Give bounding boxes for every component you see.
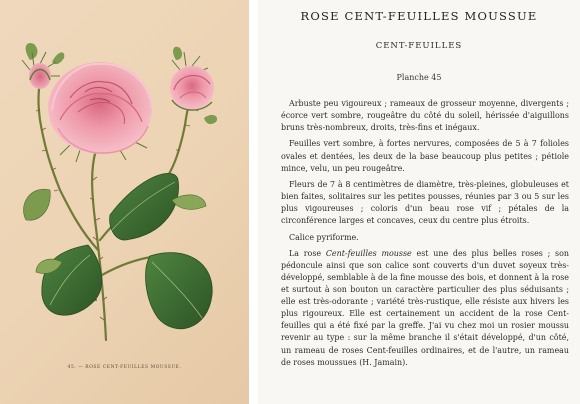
- plate-number: Planche 45: [396, 73, 442, 82]
- description-paragraph: [281, 248, 569, 369]
- rose-illustration: [0, 0, 249, 404]
- rose-bud-right: [170, 66, 214, 110]
- description-paragraph: Arbuste peu vigoureux ; rameaux de grosseur moyenne, divergents ; écorce vert sombre, rougeâtre du côté du soleil, hérissée d'aiguillons bruns très-nombreux, droits, très-fins et inégaux.: [281, 99, 569, 133]
- paragraph-text: La rose: [289, 248, 326, 258]
- rose-bud-left: [29, 63, 51, 89]
- rose-bloom: [48, 62, 152, 154]
- plate-caption: 45. — ROSE CENT-FEUILLES MOUSSUE.: [67, 365, 182, 370]
- page-subtitle: CENT-FEUILLES: [375, 41, 463, 51]
- description-paragraph: Fleurs de 7 à 8 centimètres de diamètre, très-pleines, globuleuses et bien faites, solitaires sur les petites pousses, réunies par 3 ou 5 sur les plus vigoureuses ; coloris d'un beau rose vif ; pétales de la circonférence larges et concaves, ceux du centre plus étroits.: [281, 179, 569, 226]
- description-body: [281, 98, 569, 373]
- text-page: [258, 0, 580, 404]
- variety-name: Cent-feuilles mousse: [325, 248, 412, 258]
- botanical-plate-page: [0, 0, 249, 404]
- paragraph-text: est une des plus belles roses ; son pédoncule ainsi que son calice sont couverts d'un duvet soyeux très-développé, semblable à de la fine mousse des bois, et donnent à la rose et surtout à son bouton un caractère particulier des plus séduisants ; elle est très-odorante ; variété très-rustique, elle résiste aux hivers les plus rigoureux. Elle est certainement un accident de la rose Cent-feuilles qui a été fixé par la greffe. J'ai vu chez moi un rosier moussu revenir au type : sur la même branche il s'était développé, d'un côté, un rameau de roses Cent-feuilles ordinaires, et de l'autre, un rameau de roses moussues (H. Jamain).: [281, 248, 569, 367]
- page-title: ROSE CENT-FEUILLES MOUSSUE: [300, 9, 538, 23]
- description-paragraph: Feuilles vert sombre, à fortes nervures, composées de 5 à 7 folioles ovales et dentées, les deux de la base beaucoup plus petites ; pétiole mince, velu, un peu rougeâtre.: [281, 139, 569, 173]
- page-gutter: [249, 0, 258, 404]
- description-paragraph: Calice pyriforme.: [289, 232, 359, 242]
